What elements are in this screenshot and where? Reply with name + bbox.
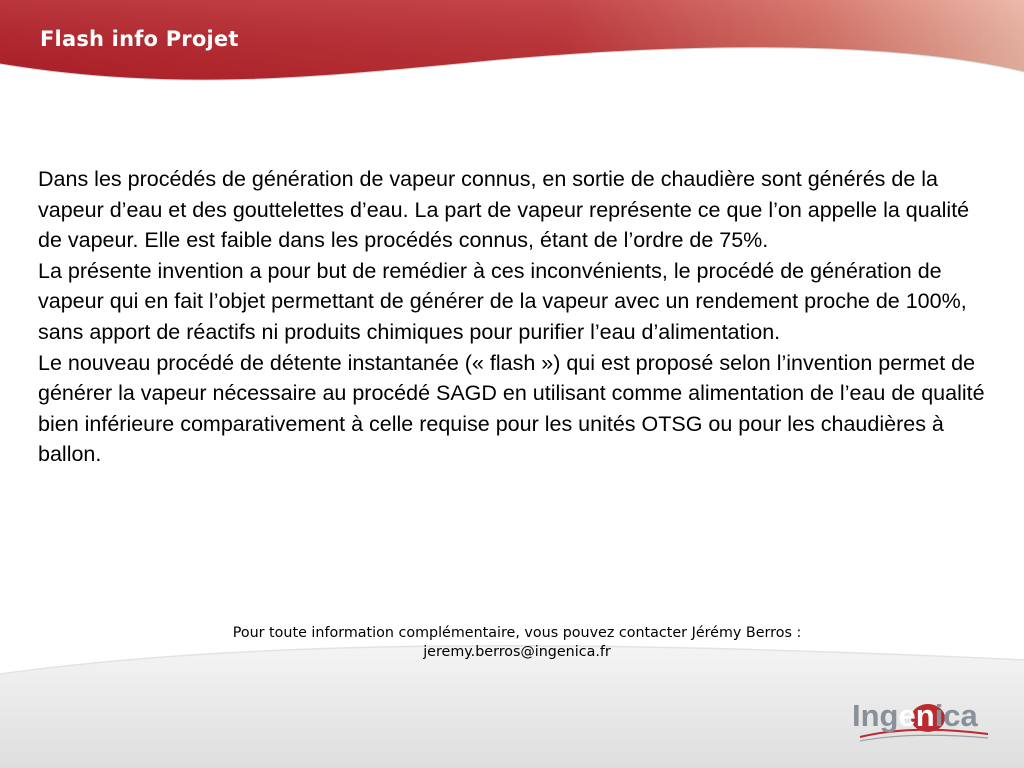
contact-email[interactable]: jeremy.berros@ingenica.fr — [423, 644, 611, 660]
paragraph-2: La présente invention a pour but de remédier à ces inconvénients, le procédé de génération de vapeur qui en fait l’objet permettant de générer de la vapeur avec un rendement proche de 100%, sans apport de réactifs ni produits chimiques pour purifier l’eau d’alimentation. — [38, 258, 967, 344]
logo-part-1: Ing — [852, 698, 899, 733]
page-title: Flash info Projet — [40, 27, 239, 51]
contact-line: Pour toute information complémentaire, vous pouvez contacter Jérémy Berros : — [232, 625, 802, 641]
contact-info — [0, 624, 1024, 662]
logo-part-3: ica — [934, 698, 978, 733]
paragraph-3: Le nouveau procédé de détente instantanée (« flash ») qui est proposé selon l’invention permet de générer la vapeur nécessaire au procédé SAGD en utilisant comme alimentation de l’eau de qualité bien inférieure comparativement à celle requise pour les unités OTSG ou pour les chaudières à ballon. — [38, 350, 985, 467]
body-text — [38, 164, 988, 470]
paragraph-1: Dans les procédés de génération de vapeur connus, en sortie de chaudière sont générés de la vapeur d’eau et des gouttelettes d’eau. La part de vapeur représente ce que l’on appelle la qualité de vapeur. Elle est faible dans les procédés connus, étant de l’ordre de 75%. — [38, 167, 970, 253]
logo-wordmark — [852, 698, 978, 734]
logo-part-2: en — [898, 698, 935, 733]
ingenica-logo — [852, 698, 994, 746]
